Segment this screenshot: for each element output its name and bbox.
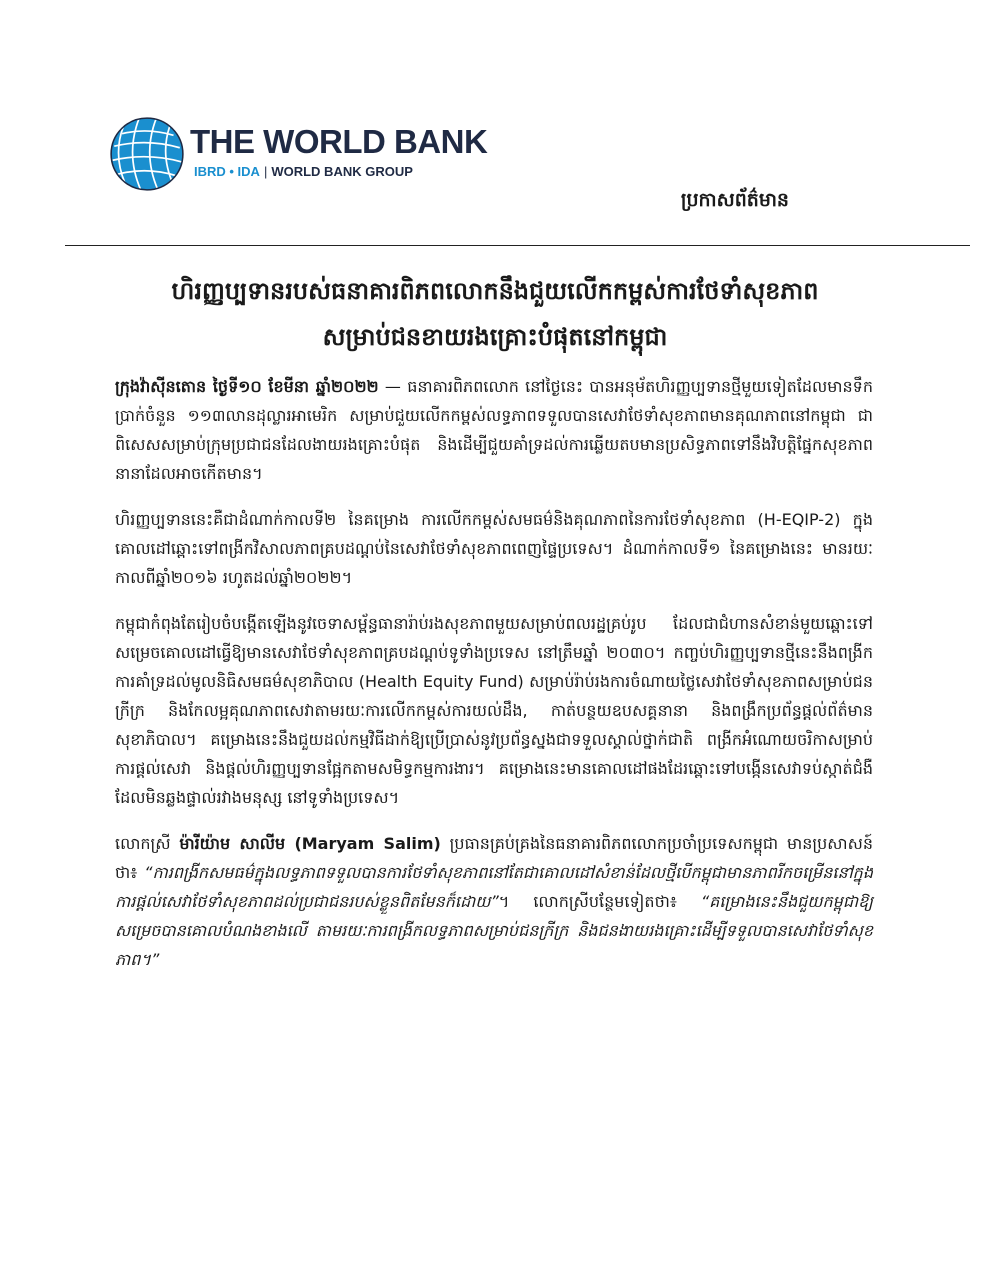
speaker-role: ប្រធានគ្រប់គ្រងនៃធនាគារពិភពលោកប្រចាំប្រទេសកម្ពុជា មានប្រសាសន៍ ថា៖ bbox=[115, 834, 873, 882]
paragraph-2: ហិរញ្ញប្បទាននេះគឺជាដំណាក់កាលទី២ នៃគម្រោង ការលើកកម្ពស់សមធម៌និងគុណភាពនៃការថែទាំសុខភាព (H-EQIP-2) ក្នុងគោលដៅឆ្ពោះទៅពង្រីកវិសាលភាពគ្របដណ្តប់នៃសេវាថែទាំសុខភាពពេញផ្ទៃប្រទេស។ ដំណាក់កាលទី១ នៃគម្រោងនេះ មានរយៈកាលពីឆ្នាំ២០១៦ រហូតដល់ឆ្នាំ២០២២។ bbox=[115, 510, 873, 587]
quote-connector: ។ លោកស្រីបន្ថែមទៀតថា៖ bbox=[498, 892, 701, 911]
logo-separator: | bbox=[263, 164, 268, 179]
quote-1: “ការពង្រីកសមធម៌ក្នុងលទ្ធភាពទទួលបានការថែទាំសុខភាពនៅតែជាគោលដៅសំខាន់ដែលថ្មីបើកម្ពុជាមានភាពរីកចម្រើននៅក្នុងការផ្តល់សេវាថែទាំសុខភាពដល់ប្រជាជនរបស់ខ្លួនពិតមែនក៏ដោយ” bbox=[115, 863, 873, 911]
speaker-name: ម៉ារីយ៉ាម សាលីម (Maryam Salim) bbox=[179, 834, 441, 853]
article-body bbox=[115, 372, 873, 991]
ibrd-ida-label: IBRD • IDA bbox=[194, 164, 260, 179]
dateline: ក្រុងវ៉ាស៊ីនតោន ថ្ងៃទី១០ ខែមីនា ឆ្នាំ២០២២ bbox=[115, 377, 379, 396]
group-label: WORLD BANK GROUP bbox=[271, 164, 413, 179]
headline: ហិរញ្ញប្បទានរបស់ធនាគារពិភពលោកនឹងជួយលើកកម្ពស់ការថែទាំសុខភាពសម្រាប់ជនខាយរងគ្រោះបំផុតនៅកម្ពុជា bbox=[171, 277, 819, 351]
globe-icon bbox=[108, 115, 186, 193]
paragraph-3: កម្ពុជាកំពុងតែរៀបចំបង្កើតឡើងនូវចេទាសម្ព័ន្ធធានារ៉ាប់រងសុខភាពមួយសម្រាប់ពលរដ្ឋគ្រប់រូប ដែលជាជំហានសំខាន់មួយឆ្ពោះទៅសម្រេចគោលដៅធ្វើឱ្យមានសេវាថែទាំសុខភាពគ្របដណ្តប់ទូទាំងប្រទេស នៅត្រឹមឆ្នាំ ២០៣០។ កញ្ចប់ហិរញ្ញប្បទានថ្មីនេះនឹងពង្រីកការគាំទ្រដល់មូលនិធិសមធម៌សុខាភិបាល (Health Equity Fund) សម្រាប់រ៉ាប់រងការចំណាយថ្លៃសេវាថែទាំសុខភាពសម្រាប់ជនក្រីក្រ និងកែលម្អគុណភាពសេវាតាមរយៈការលើកកម្ពស់ការយល់ដឹង, កាត់បន្ថយឧបសគ្គនានា និងពង្រឹកប្រព័ន្ធផ្តល់ព័ត៌មានសុខាភិបាល។ គម្រោងនេះនឹងជួយដល់កម្មវិធីដាក់ឱ្យប្រើប្រាស់នូវប្រព័ន្ធស្នងជាទទួលស្គាល់ថ្នាក់ជាតិ ពង្រីកអំណោយចរិកាសម្រាប់ការផ្តល់សេវា និងផ្តល់ហិរញ្ញប្បទានផ្អែកតាមសមិទ្ធកម្មការងារ។ គម្រោងនេះមានគោលដៅផងដែរឆ្ពោះទៅបង្កើនសេវាទប់ស្កាត់ជំងឺដែលមិនឆ្លងផ្ទាល់រវាងមនុស្ស នៅទូទាំងប្រទេស។ bbox=[115, 614, 873, 807]
paragraph-4 bbox=[115, 829, 873, 974]
speaker-prefix: លោកស្រី bbox=[115, 834, 180, 853]
world-bank-logo bbox=[108, 113, 488, 193]
quote-2: “គម្រោងនេះនឹងជួយកម្ពុជាឱ្យសម្រេចបានគោលបំណងខាងលើ តាមរយៈការពង្រីកលទ្ធភាពសម្រាប់ជនក្រីក្រ និងជនងាយរងគ្រោះដើម្បីទទួលបានសេវាថែទាំសុខភាព។” bbox=[115, 892, 873, 969]
paragraph-1 bbox=[115, 372, 873, 488]
press-release-label: ប្រកាសព័ត៌មាន bbox=[680, 189, 789, 211]
header-divider bbox=[65, 245, 970, 246]
paragraph-1-text: — ធនាគារពិភពលោក នៅថ្ងៃនេះ បានអនុម័តហិរញ្ញប្បទានថ្មីមួយទៀតដែលមានទឹកប្រាក់ចំនួន ១១៣លានដុល្លារអាមេរិក សម្រាប់ជួយលើកកម្ពស់លទ្ធភាពទទួលបានសេវាថែទាំសុខភាពមានគុណភាពនៅកម្ពុជា ជាពិសេសសម្រាប់ក្រុមប្រជាជនដែលងាយរងគ្រោះបំផុត និងដើម្បីជួយគាំទ្រដល់ការឆ្លើយតបមានប្រសិទ្ធភាពទៅនឹងវិបត្តិផ្នែកសុខភាពនានាដែលអាចកើតមាន។ bbox=[115, 377, 873, 483]
bank-subtitle bbox=[194, 164, 413, 179]
bank-name: THE WORLD BANK bbox=[190, 123, 488, 160]
